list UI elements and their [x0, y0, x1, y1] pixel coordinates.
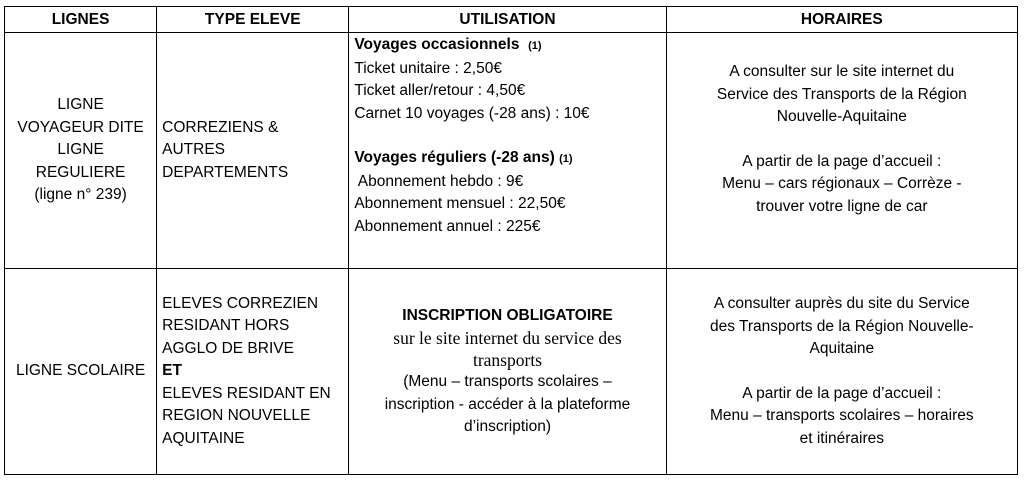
horaires-text: trouver votre ligne de car	[756, 197, 928, 215]
horaires-text: Menu – transports scolaires – horaires	[710, 407, 974, 424]
type-text: DEPARTEMENTS	[162, 163, 289, 181]
ligne-text: VOYAGEUR DITE	[17, 118, 144, 136]
type-text: AGGLO DE BRIVE	[162, 339, 294, 357]
tarif-item: Ticket unitaire : 2,50€	[354, 59, 502, 77]
spacer	[667, 361, 1017, 383]
occasionnels-heading	[354, 34, 665, 58]
inscription-menu: (Menu – transports scolaires –	[403, 373, 612, 390]
horaires-text: Aquitaine	[809, 340, 875, 357]
transport-table	[4, 6, 1018, 475]
type-text: CORREZIENS &	[162, 118, 279, 136]
inscription-text: sur le site internet du service des	[393, 328, 622, 348]
type-text: ELEVES CORREZIEN	[162, 294, 319, 312]
cell-horaires-scolaire	[666, 269, 1017, 475]
header-lignes: LIGNES	[5, 7, 157, 33]
type-text: AUTRES	[162, 141, 226, 159]
horaires-text: A consulter sur le site internet du	[729, 63, 955, 80]
horaires-text: des Transports de la Région Nouvelle-	[709, 317, 974, 335]
type-text: ELEVES RESIDANT EN	[162, 384, 331, 402]
table-row	[5, 33, 1018, 269]
occasionnels-note: (1)	[528, 40, 542, 52]
cell-utilisation-tarifs	[349, 33, 666, 269]
tarif-item: Ticket aller/retour : 4,50€	[354, 82, 526, 99]
reguliers-title: Voyages réguliers (-28 ans)	[354, 149, 555, 166]
header-row	[5, 7, 1018, 33]
horaires-text: A partir de la page d’accueil :	[742, 152, 942, 170]
table-row	[5, 269, 1018, 475]
tarif-item: Abonnement annuel : 225€	[354, 217, 541, 235]
type-text: RESIDANT HORS	[162, 317, 290, 335]
tarif-item: Abonnement mensuel : 22,50€	[354, 195, 566, 212]
ligne-text: (ligne n° 239)	[34, 186, 127, 204]
inscription-menu: inscription - accéder à la plateforme	[384, 395, 631, 413]
cell-ligne-scolaire	[5, 269, 157, 475]
cell-type-eleve-scolaire	[157, 269, 349, 475]
inscription-title: INSCRIPTION OBLIGATOIRE	[402, 306, 613, 324]
horaires-text: Menu – cars régionaux – Corrèze -	[722, 175, 962, 192]
horaires-text: A partir de la page d’accueil :	[742, 384, 942, 402]
header-type-eleve: TYPE ELEVE	[157, 7, 349, 33]
type-et: ET	[162, 362, 182, 380]
ligne-text: LIGNE	[57, 141, 104, 159]
ligne-text: REGULIERE	[35, 163, 126, 181]
inscription-menu: d’inscription)	[463, 418, 551, 435]
header-utilisation: UTILISATION	[349, 7, 666, 33]
ligne-text: LIGNE SCOLAIRE	[15, 362, 146, 380]
spacer	[667, 129, 1017, 151]
ligne-text: LIGNE	[57, 96, 104, 114]
cell-horaires-reguliere	[666, 33, 1017, 269]
cell-type-eleve	[157, 33, 349, 269]
reguliers-note: (1)	[559, 153, 573, 165]
horaires-text: A consulter auprès du site du Service	[713, 295, 970, 312]
cell-ligne-reguliere	[5, 33, 157, 269]
tarif-item: Abonnement hebdo : 9€	[354, 172, 524, 190]
occasionnels-title: Voyages occasionnels	[354, 36, 520, 53]
type-text: REGION NOUVELLE	[162, 407, 311, 425]
reguliers-heading	[354, 147, 665, 171]
spacer	[354, 125, 665, 147]
inscription-text: transports	[472, 350, 542, 370]
tarif-item: Carnet 10 voyages (-28 ans) : 10€	[354, 104, 590, 122]
header-horaires: HORAIRES	[666, 7, 1017, 33]
horaires-text: Service des Transports de la Région	[716, 85, 967, 103]
type-text: AQUITAINE	[162, 429, 245, 447]
horaires-text: Nouvelle-Aquitaine	[776, 108, 907, 125]
cell-inscription	[349, 269, 666, 475]
horaires-text: et itinéraires	[799, 429, 885, 447]
